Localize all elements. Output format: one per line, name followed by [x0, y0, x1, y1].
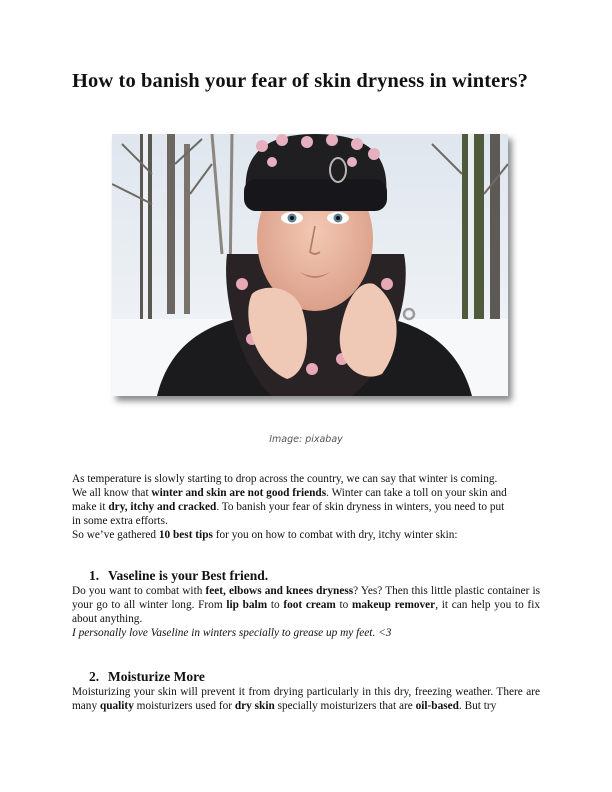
intro-line: We all know that winter and skin are not good friends. Winter can take a toll on your skin and	[72, 487, 507, 499]
section-paragraph: Moisturizing your skin will prevent it from drying particularly in this dry, freezing weather. There are many quality moisturizers used for dry skin specially moisturizers that are oil-based. But try	[72, 686, 540, 712]
intro-line: in some extra efforts.	[72, 515, 168, 527]
section-paragraph: Do you want to combat with feet, elbows and knees dryness? Yes? Then this little plastic container is your go to all winter long. From lip balm to foot cream to makeup remover, it can help you to fix about anything. I personally love Vaseline in winters specially to grease up my feet. <3	[72, 585, 540, 639]
section-heading: 2. Moisturize More	[89, 669, 205, 684]
woman-in-winter-hat-photo	[112, 134, 508, 396]
section-note: I personally love Vaseline in winters specially to grease up my feet. <3	[72, 627, 392, 639]
article-title: How to banish your fear of skin dryness in winters?	[72, 70, 528, 92]
image-caption: Image: pixabay	[269, 434, 343, 445]
intro-paragraph	[72, 472, 540, 542]
intro-line: So we’ve gathered 10 best tips for you on how to combat with dry, itchy winter skin:	[72, 529, 458, 541]
section-heading: 1. Vaseline is your Best friend.	[89, 568, 269, 583]
intro-line: As temperature is slowly starting to drop across the country, we can say that winter is coming.	[72, 473, 498, 485]
intro-line: make it dry, itchy and cracked. To banish your fear of skin dryness in winters, you need to put	[72, 501, 505, 513]
